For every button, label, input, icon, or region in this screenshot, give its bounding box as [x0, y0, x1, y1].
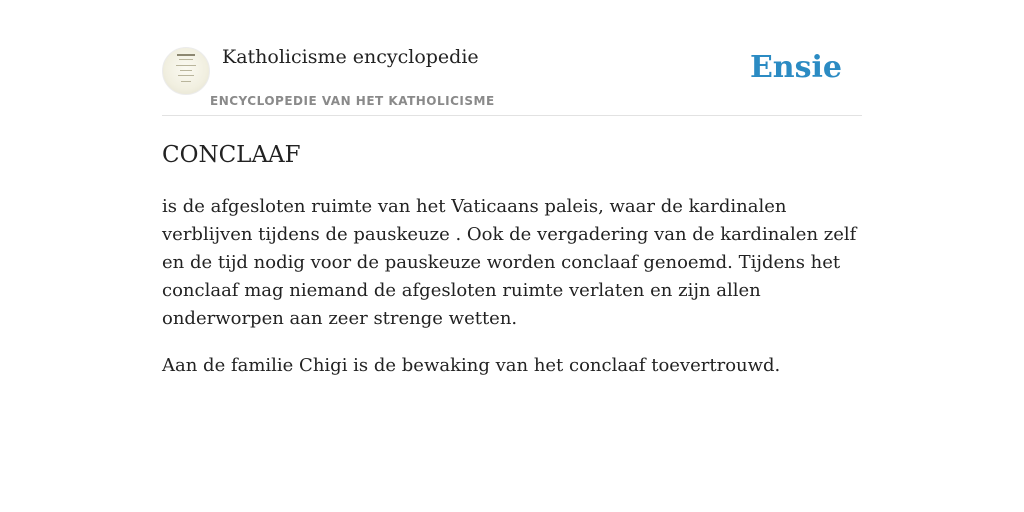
- cover-decoration: [179, 59, 193, 60]
- book-cover-image[interactable]: [162, 47, 210, 95]
- cover-decoration: [176, 65, 196, 66]
- encyclopedia-title-link[interactable]: Katholicisme encyclopedie: [222, 46, 479, 68]
- cover-decoration: [178, 75, 194, 76]
- entry-title: CONCLAAF: [162, 142, 301, 168]
- entry-paragraph: Aan de familie Chigi is de bewaking van het conclaaf toevertrouwd.: [162, 355, 781, 376]
- encyclopedia-header: [162, 0, 862, 116]
- cover-decoration: [181, 81, 191, 82]
- ensie-logo-link[interactable]: Ensie: [749, 50, 842, 85]
- entry-body: [162, 193, 862, 380]
- cover-decoration: [180, 70, 192, 71]
- cover-decoration: [177, 54, 195, 56]
- entry-paragraph: is de afgesloten ruimte van het Vaticaans paleis, waar de kardinalen verblijven tijdens de pauskeuze . Ook de vergadering van de kardinalen zelf en de tijd nodig voor de pauskeuze worden conclaaf genoemd. Tijdens het conclaaf mag niemand de afgesloten ruimte verlaten en zijn allen onderworpen aan zeer strenge wetten.: [162, 196, 857, 329]
- encyclopedia-subtitle: ENCYCLOPEDIE VAN HET KATHOLICISME: [210, 94, 495, 108]
- page-container: [162, 0, 862, 399]
